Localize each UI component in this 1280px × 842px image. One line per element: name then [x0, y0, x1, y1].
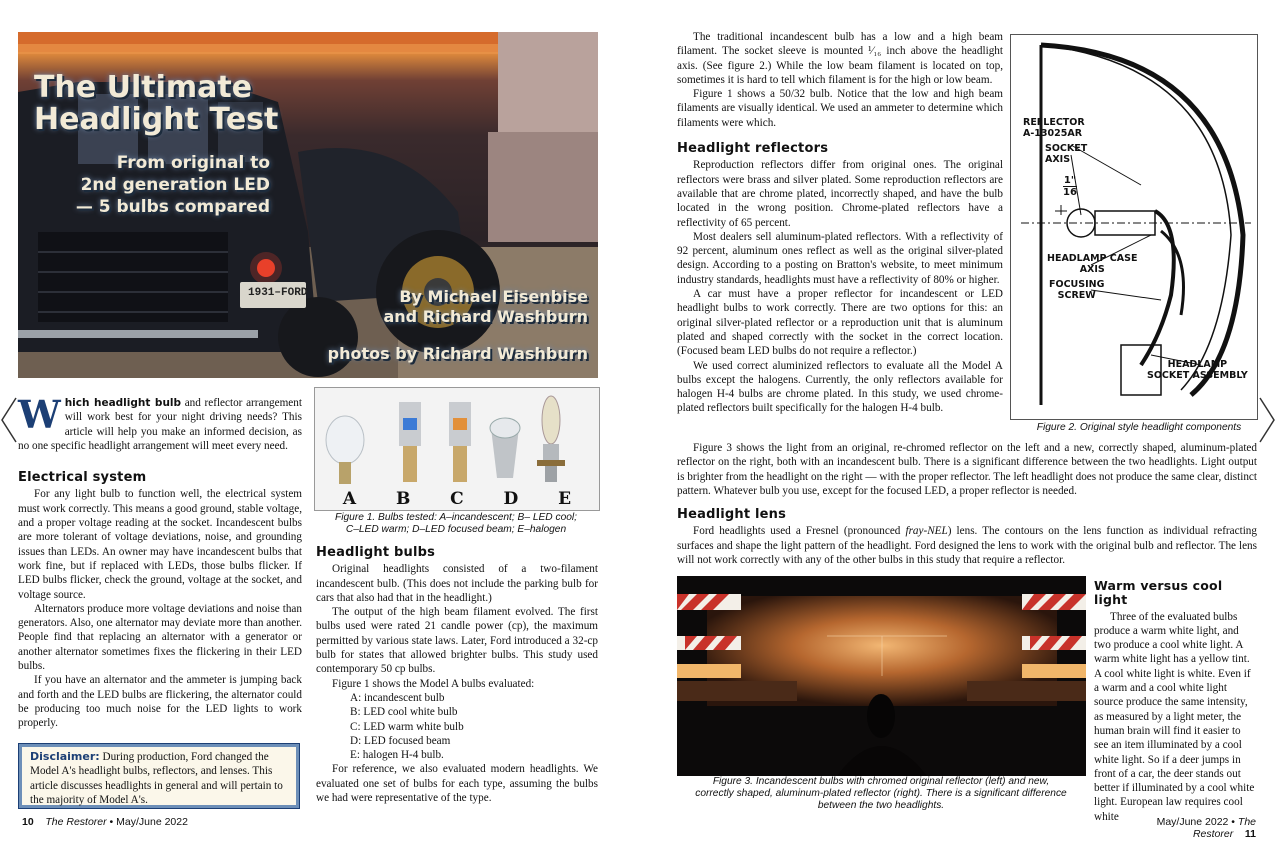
label-text: FOCUSING	[1049, 279, 1105, 290]
bulbs-list-item: B: LED cool white bulb	[350, 706, 458, 719]
label-socket-axis	[1045, 143, 1087, 165]
right-issue-date: May/June 2022 •	[1156, 816, 1238, 828]
figure-1-letters	[315, 489, 599, 509]
left-magazine-name: The Restorer	[45, 816, 107, 828]
headlight-beam-illustration	[677, 576, 1086, 776]
left-column	[18, 392, 302, 731]
byline-line-1: By Michael Eisenbise	[399, 287, 588, 306]
figure-2-caption: Figure 2. Original style headlight components	[1036, 422, 1242, 433]
lens-text-a: Ford headlights used a Fresnel (pronounced	[693, 525, 906, 538]
license-plate: 1931–FORD	[248, 287, 308, 299]
reflectors-p3: A car must have a proper reflector for incandescent or LED headlight bulbs to work correctly. There are two options for this: an original silver-plated reflector or a reproduction unit that is aluminum plated and shaped correctly with the socket in the correct location. (Focused beam LED bulbs do not require a reflector.)	[677, 288, 1003, 358]
right-intro-p2: Figure 1 shows a 50/32 bulb. Notice that the low and high beam filaments are visually identical. We used an ammeter to determine which filaments were which.	[677, 88, 1003, 129]
figure-1-caption: Figure 1. Bulbs tested: A–incandescent; B– LED cool; C–LED warm; D–LED focused beam; E–halogen	[335, 512, 577, 535]
label-text: HEADLAMP	[1167, 359, 1228, 370]
label-text: AXIS	[1079, 264, 1105, 275]
title-line-2: Headlight Test	[34, 102, 279, 137]
label-text: SOCKET	[1045, 143, 1088, 154]
center-column	[316, 546, 598, 805]
dimension-num: 1"	[1063, 175, 1077, 186]
letter-c: C	[450, 489, 464, 509]
bulbs-heading: Headlight bulbs	[316, 545, 436, 560]
reflectors-p1: Reproduction reflectors differ from original ones. The original reflectors were brass and silver plated. Some reproduction reflectors are available that are chrome plated, incorrectly shaped, and have the bulb located in the wrong position. Chrome-plated reflectors have a reflectivity of 65 percent.	[677, 159, 1003, 229]
photo-credit: photos by Richard Washburn	[327, 344, 588, 363]
lens-text-em: fray-NEL	[905, 525, 948, 538]
byline-line-2: and Richard Washburn	[383, 307, 588, 326]
electrical-p1: For any light bulb to function well, the electrical system must work correctly. This means a good ground, stable voltage, and a proper voltage reading at the socket. Incandescent bulbs are more tolerant of voltage deviations, noise, and grounding issues than LEDs. An owner may have incandescent bulbs that work fine, but if replaced with LEDs, those bulbs flicker. If LED bulbs flicker, check the ground, voltage at the socket, and voltage source.	[18, 488, 302, 601]
right-footer	[1098, 816, 1256, 840]
chevron-right-icon	[1258, 396, 1276, 444]
lens-p1	[677, 524, 1257, 567]
lens-heading: Headlight lens	[677, 507, 787, 523]
reflectors-p4: We used correct aluminized reflectors to evaluate all the Model A bulbs except the halogens. Currently, the only reflectors available for halogen H-4 bulbs are chrome plated. In this study, we used chrome-plated reflectors built specifically for the halogen H-4 bulb.	[677, 359, 1003, 415]
bulbs-p4: For reference, we also evaluated modern headlights. We evaluated one set of bulbs for each type, assuming the bulbs we had were representative of the type.	[316, 763, 598, 805]
letter-b: B	[395, 489, 411, 509]
letter-a: A	[342, 489, 357, 509]
bulbs-list	[316, 691, 598, 762]
drop-cap: W	[18, 392, 61, 437]
electrical-heading: Electrical system	[18, 470, 147, 486]
letter-d: D	[503, 489, 519, 509]
chevron-left-icon	[0, 396, 18, 444]
title-line-1: The Ultimate	[34, 70, 253, 105]
label-text: HEADLAMP CASE	[1047, 253, 1138, 264]
label-focusing-screw	[1049, 279, 1104, 301]
subtitle-line-2: 2nd generation LED	[80, 175, 270, 195]
intro-paragraph	[18, 392, 302, 453]
right-intro-p1: The traditional incandescent bulb has a low and a high beam filament. The socket sleeve is mounted ¹⁄₁₆ inch above the headlight axis. (See figure 2.) While the low beam filament is located on top, sometimes it is hard to tell which filament is for the high or low beam.	[677, 31, 1003, 86]
reflectors-p2: Most dealers sell aluminum-plated reflectors. With a reflectivity of 92 percent, aluminum ones reflect as well as the original silver-plated design. According to a posting on Bratton's website, to meet minimum industry standards, headlights must have a reflectivity of 80% or higher.	[677, 230, 1003, 286]
prev-page-button[interactable]	[0, 396, 18, 449]
label-text: SCREW	[1057, 290, 1096, 301]
label-reflector	[1023, 117, 1085, 139]
right-wide-column	[677, 441, 1257, 567]
left-issue-date: • May/June 2022	[106, 816, 188, 828]
electrical-p3: If you have an alternator and the ammeter is jumping back and forth and the LED bulbs are flickering, the alternator could be producing too much noise for the LED lights to work properly.	[18, 674, 302, 730]
letter-e: E	[558, 489, 572, 509]
next-page-button[interactable]	[1258, 396, 1276, 449]
figure-1-photo	[314, 387, 600, 511]
right-top-column	[677, 30, 1003, 416]
article-subtitle	[58, 152, 270, 218]
dimension-den: 16	[1063, 187, 1077, 198]
intro-lead: hich headlight bulb	[64, 397, 182, 409]
subtitle-line-1: From original to	[116, 153, 270, 173]
label-text: AXIS	[1045, 154, 1071, 165]
right-page-number: 11	[1244, 828, 1256, 840]
warm-cool-column	[1094, 579, 1257, 824]
reflectors-heading: Headlight reflectors	[677, 141, 829, 157]
subtitle-line-3: — 5 bulbs compared	[75, 197, 270, 217]
warm-cool-heading: Warm versus cool light	[1094, 578, 1223, 608]
figure-3-caption: Figure 3. Incandescent bulbs with chromed original reflector (left) and new, correctly shaped, aluminum-plated reflector (right). There is a significant difference between the two headlights.	[695, 776, 1067, 811]
electrical-p2: Alternators produce more voltage deviations and noise than generators. Also, one alternator may deviate more than another. People find that replacing an alternator with a generator or another alternator sometimes fixes the flickering in their LED bulbs.	[18, 602, 302, 673]
intro-text: and reflector arrangement will work best for your night driving needs? This article will help you make an informed decision, as no one specific headlight arrangement will meet every need.	[18, 397, 302, 452]
label-dimension	[1063, 175, 1077, 198]
reflectors-p5: Figure 3 shows the light from an original, re-chromed reflector on the left and a new, correctly shaped, aluminum-plated reflector on the right, both with an incandescent bulb. There is a significant difference between the two headlights. Light output is brighter from the headlight on the right — with the proper reflector. The left headlight does not produce the same clear, distinct pattern. Whatever bulb you use, except for the focused LED, a proper reflector is needed.	[677, 442, 1257, 497]
label-text: SOCKET ASSEMBLY	[1147, 370, 1248, 381]
left-page-number: 10	[22, 816, 34, 828]
hero-photo	[18, 32, 598, 378]
label-text: REFLECTOR	[1023, 117, 1085, 128]
bulbs-p1: Original headlights consisted of a two-filament incandescent bulb. (This does not include the parking bulb for cars that also had that in the headlight.)	[316, 563, 598, 604]
right-magazine-name: The Restorer	[1192, 816, 1256, 840]
bulbs-list-item: D: LED focused beam	[350, 734, 451, 747]
left-footer	[22, 816, 188, 828]
disclaimer-box	[19, 744, 299, 808]
bulbs-list-item: E: halogen H-4 bulb.	[350, 749, 444, 762]
bulbs-list-item: A: incandescent bulb	[350, 691, 445, 704]
lens-text-b: ) lens. The contours on the lens function as individual refracting surfaces and shape the light pattern of the headlight. Ford designed the lens to work with the original bulb and reflector. The lens will not work correctly with any of the other bulbs in this study that require a reflector.	[677, 525, 1257, 567]
byline	[288, 287, 588, 327]
figure-3-photo	[677, 576, 1086, 776]
bulbs-list-item: C: LED warm white bulb	[350, 720, 464, 733]
label-headlamp-case-axis	[1047, 253, 1137, 275]
disclaimer-label: Disclaimer:	[30, 750, 100, 763]
label-text: A-13025AR	[1023, 128, 1083, 139]
disclaimer-text: During production, Ford changed the Model A's headlight bulbs, reflectors, and lenses. This article discusses headlights in general and will pertain to the majority of Model A's.	[30, 751, 283, 806]
article-title	[34, 72, 278, 136]
figure-2-diagram	[1010, 34, 1258, 433]
label-socket-assembly	[1147, 359, 1248, 381]
bulbs-p2: The output of the high beam filament evolved. The first bulbs used were rated 21 candle power (cp), the maximum permitted by various state laws. Later, Ford introduced a 32-cp bulb for states that allowed brighter bulbs. This study used contemporary 50 cp bulbs.	[316, 606, 598, 676]
bulbs-p3: Figure 1 shows the Model A bulbs evaluated:	[332, 677, 535, 690]
warm-cool-p1: Three of the evaluated bulbs produce a warm white light, and two produce a cool white light. A warm white light has a yellow tint. A cool white light is white. Even if a warm and a cool white light source produce the same intensity, as measured by a light meter, the human brain will find it easier to see an item illuminated by a cool white light. So if a deer jumps in front of a car, the deer stands out better if illuminated by a cool white light. European law requires cool white	[1094, 610, 1255, 823]
